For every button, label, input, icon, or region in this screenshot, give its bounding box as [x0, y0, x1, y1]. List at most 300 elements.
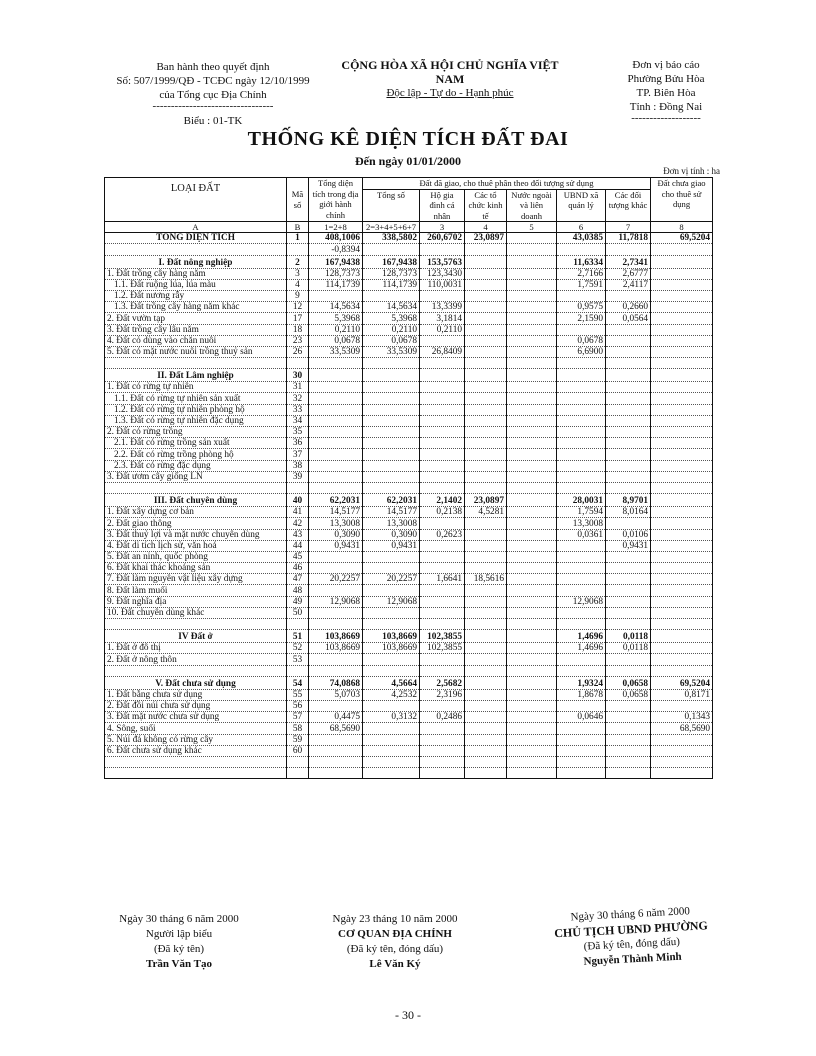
table-row [105, 415, 713, 426]
land-type-name: 2. Đất đồi núi chưa sử dụng [105, 700, 287, 711]
table-row [105, 563, 713, 574]
table-row [105, 313, 713, 324]
area-value [363, 585, 420, 596]
column-index: 8 [651, 222, 713, 233]
header-cac-to-chuc: Các tổ chức kinh tế [465, 189, 507, 222]
land-type-name: IV Đất ở [105, 630, 287, 643]
area-value [507, 313, 557, 324]
land-type-code: 49 [287, 596, 309, 607]
table-row [105, 268, 713, 279]
area-value [557, 393, 606, 404]
column-index-row [105, 222, 713, 233]
area-value [507, 460, 557, 471]
land-type-name: 1.1. Đất có rừng tự nhiên sản xuất [105, 393, 287, 404]
area-value [465, 438, 507, 449]
land-type-code: 9 [287, 290, 309, 301]
area-value [606, 393, 651, 404]
table-row [105, 630, 713, 643]
area-value: 4,5664 [363, 676, 420, 689]
land-type-code: 55 [287, 689, 309, 700]
area-value [651, 346, 713, 357]
area-value [363, 358, 420, 369]
area-value [557, 460, 606, 471]
land-type-name: 7. Đất làm nguyên vật liệu xây dựng [105, 574, 287, 585]
table-row [105, 279, 713, 290]
area-value [651, 290, 713, 301]
area-value [465, 700, 507, 711]
table-row [105, 449, 713, 460]
area-value [606, 438, 651, 449]
area-value [309, 290, 363, 301]
area-value: 14,5634 [309, 302, 363, 313]
area-value [465, 268, 507, 279]
signature-left [104, 912, 254, 972]
area-value [465, 404, 507, 415]
land-type-name [105, 665, 287, 676]
table-row [105, 404, 713, 415]
header-ubnd: UBND xã quản lý [557, 189, 606, 222]
land-type-code: 33 [287, 404, 309, 415]
land-type-name: 2. Đất vườn tạp [105, 313, 287, 324]
table-row [105, 393, 713, 404]
land-type-code: 46 [287, 563, 309, 574]
area-value: 20,2257 [363, 574, 420, 585]
header-left [108, 60, 318, 128]
area-value: 68,5690 [651, 723, 713, 734]
area-value: 5,0703 [309, 689, 363, 700]
land-type-code: 36 [287, 438, 309, 449]
area-value [606, 665, 651, 676]
area-value: 43,0385 [557, 233, 606, 244]
page-number: - 30 - [395, 1008, 421, 1022]
area-value [557, 585, 606, 596]
area-value [465, 279, 507, 290]
header-chua-giao: Đất chưa giao cho thuê sử dụng [651, 178, 713, 222]
area-value: 69,5204 [651, 233, 713, 244]
area-value: 18,5616 [465, 574, 507, 585]
area-value [420, 482, 465, 493]
land-type-name: 1. Đất bằng chưa sử dụng [105, 689, 287, 700]
area-value [363, 482, 420, 493]
form-code: Biểu : 01-TK [183, 115, 243, 127]
area-value [651, 427, 713, 438]
area-value: 13,3008 [309, 518, 363, 529]
area-value [606, 585, 651, 596]
land-type-code: 58 [287, 723, 309, 734]
area-value [420, 427, 465, 438]
table-row [105, 689, 713, 700]
area-value [651, 494, 713, 507]
land-type-name: 1.1. Đất ruộng lúa, lúa màu [105, 279, 287, 290]
area-value [557, 574, 606, 585]
area-value [507, 756, 557, 767]
area-value: 0,0658 [606, 676, 651, 689]
area-value [420, 393, 465, 404]
area-value [507, 482, 557, 493]
land-type-code: 41 [287, 507, 309, 518]
area-value [651, 643, 713, 654]
area-value [651, 369, 713, 382]
area-value [606, 382, 651, 393]
land-type-name: 2. Đất ở nông thôn [105, 654, 287, 665]
land-type-name: 5. Núi đá không có rừng cây [105, 734, 287, 745]
area-value: 62,2031 [363, 494, 420, 507]
area-value [465, 427, 507, 438]
land-type-name: 9. Đất nghĩa địa [105, 596, 287, 607]
area-value [465, 313, 507, 324]
area-value [465, 723, 507, 734]
land-type-name: 5. Đất an ninh, quốc phòng [105, 551, 287, 562]
area-value [507, 494, 557, 507]
header-cac-doi-tuong: Các đối tượng khác [606, 189, 651, 222]
land-type-name: 4. Đất cỏ dùng vào chăn nuôi [105, 335, 287, 346]
area-value: 0,0564 [606, 313, 651, 324]
area-value: 2,3196 [420, 689, 465, 700]
land-type-name: 1.2. Đất nương rẫy [105, 290, 287, 301]
area-value [420, 585, 465, 596]
area-value: 8,0164 [606, 507, 651, 518]
area-value [557, 745, 606, 756]
province: Tỉnh : Đồng Nai [629, 101, 703, 113]
area-value [309, 619, 363, 630]
area-value [309, 358, 363, 369]
area-value [420, 358, 465, 369]
header-tong-so: Tổng số [363, 189, 420, 222]
area-value [557, 290, 606, 301]
land-type-code: 47 [287, 574, 309, 585]
area-value: 0,3090 [309, 529, 363, 540]
area-value [651, 734, 713, 745]
table-row [105, 482, 713, 493]
area-value [557, 540, 606, 551]
area-value: 0,2660 [606, 302, 651, 313]
area-value: 11,6334 [557, 255, 606, 268]
area-value [651, 630, 713, 643]
area-value [363, 471, 420, 482]
area-value [309, 404, 363, 415]
area-value [507, 654, 557, 665]
area-value: 153,5763 [420, 255, 465, 268]
area-value: 0,0361 [557, 529, 606, 540]
land-type-name: V. Đất chưa sử dụng [105, 676, 287, 689]
area-value [465, 585, 507, 596]
table-row [105, 540, 713, 551]
header-group: Đất đã giao, cho thuê phân theo đối tượng sử dụng [363, 178, 651, 190]
area-value: 102,3855 [420, 643, 465, 654]
area-value [651, 460, 713, 471]
land-type-code [287, 768, 309, 779]
area-value [606, 518, 651, 529]
land-type-code: 12 [287, 302, 309, 313]
area-value [465, 689, 507, 700]
area-value [465, 518, 507, 529]
area-value [606, 471, 651, 482]
area-value [309, 745, 363, 756]
area-value [507, 393, 557, 404]
area-value [465, 382, 507, 393]
area-value [465, 335, 507, 346]
land-type-name: 10. Đất chuyên dùng khác [105, 607, 287, 618]
area-value [557, 482, 606, 493]
area-value: 12,9068 [309, 596, 363, 607]
table-row [105, 723, 713, 734]
area-value [420, 244, 465, 255]
land-statistics-table [104, 177, 713, 779]
area-value [507, 768, 557, 779]
unit-label: Đơn vị tính : ha [663, 166, 720, 176]
land-type-code: 43 [287, 529, 309, 540]
area-value [651, 563, 713, 574]
area-value [507, 643, 557, 654]
area-value [465, 460, 507, 471]
land-type-code: 17 [287, 313, 309, 324]
table-row [105, 619, 713, 630]
area-value [465, 768, 507, 779]
area-value: 14,5634 [363, 302, 420, 313]
area-value [309, 734, 363, 745]
area-value: 103,8669 [363, 630, 420, 643]
area-value [651, 665, 713, 676]
column-index: 4 [465, 222, 507, 233]
area-value [651, 393, 713, 404]
area-value [420, 382, 465, 393]
table-row [105, 518, 713, 529]
area-value [557, 438, 606, 449]
area-value [420, 756, 465, 767]
table-row [105, 768, 713, 779]
area-value [309, 768, 363, 779]
land-type-code: 54 [287, 676, 309, 689]
land-type-code: 32 [287, 393, 309, 404]
area-value: 8,9701 [606, 494, 651, 507]
area-value [507, 404, 557, 415]
national-motto: Độc lập - Tự do - Hạnh phúc [386, 87, 514, 99]
area-value [507, 346, 557, 357]
area-value [557, 734, 606, 745]
area-value [309, 393, 363, 404]
area-value [420, 369, 465, 382]
area-value [651, 596, 713, 607]
area-value [363, 449, 420, 460]
land-type-name: 1.2. Đất có rừng tự nhiên phòng hộ [105, 404, 287, 415]
area-value: 0,8171 [651, 689, 713, 700]
area-value: 0,9431 [606, 540, 651, 551]
table-header-row [105, 178, 713, 190]
area-value [651, 585, 713, 596]
area-value [507, 268, 557, 279]
land-type-name: TỔNG DIỆN TÍCH [105, 233, 287, 244]
area-value [465, 393, 507, 404]
area-value: 14,5177 [309, 507, 363, 518]
document-title: THỐNG KÊ DIỆN TÍCH ĐẤT ĐAI [247, 128, 569, 150]
land-type-name: 1. Đất trồng cây hàng năm [105, 268, 287, 279]
header-ma-so: Mã số [287, 178, 309, 222]
area-value: 0,0646 [557, 712, 606, 723]
land-type-name: 4. Sông, suối [105, 723, 287, 734]
area-value: 5,3968 [309, 313, 363, 324]
land-type-name: 1.3. Đất có rừng tự nhiên đặc dụng [105, 415, 287, 426]
area-value: 0,3132 [363, 712, 420, 723]
area-value [465, 346, 507, 357]
area-value [363, 460, 420, 471]
area-value: 110,0031 [420, 279, 465, 290]
land-type-name: 2. Đất giao thông [105, 518, 287, 529]
header-loai-dat: LOẠI ĐẤT [105, 178, 287, 222]
area-value [507, 734, 557, 745]
area-value [507, 723, 557, 734]
issuer: của Tổng cục Địa Chính [159, 89, 267, 101]
area-value [465, 290, 507, 301]
header-ho-gia-dinh: Hộ gia đình cá nhân [420, 189, 465, 222]
area-value: 0,0678 [363, 335, 420, 346]
area-value [420, 540, 465, 551]
land-type-name: 3. Đất ươm cây giống LN [105, 471, 287, 482]
area-value [420, 563, 465, 574]
land-type-code: 53 [287, 654, 309, 665]
signature-center [310, 912, 480, 972]
area-value [651, 471, 713, 482]
area-value [507, 369, 557, 382]
signature-date: Ngày 30 tháng 6 năm 2000 [570, 905, 691, 924]
area-value [363, 745, 420, 756]
area-value: 33,5309 [363, 346, 420, 357]
land-type-code: 4 [287, 279, 309, 290]
area-value: 3,1814 [420, 313, 465, 324]
area-value [651, 255, 713, 268]
area-value: 2,7166 [557, 268, 606, 279]
area-value [420, 460, 465, 471]
land-type-name [105, 482, 287, 493]
column-index: 5 [507, 222, 557, 233]
area-value [309, 369, 363, 382]
area-value [309, 563, 363, 574]
area-value: 1,9324 [557, 676, 606, 689]
area-value [363, 393, 420, 404]
area-value [309, 551, 363, 562]
area-value: 0,0658 [606, 689, 651, 700]
area-value [606, 324, 651, 335]
area-value [507, 233, 557, 244]
area-value [363, 290, 420, 301]
area-value [465, 324, 507, 335]
table-row [105, 471, 713, 482]
area-value: 1,7591 [557, 279, 606, 290]
land-type-code: 3 [287, 268, 309, 279]
area-value [465, 358, 507, 369]
column-index: 1=2+8 [309, 222, 363, 233]
table-row [105, 654, 713, 665]
area-value [363, 415, 420, 426]
area-value [507, 279, 557, 290]
table-row [105, 290, 713, 301]
area-value: 62,2031 [309, 494, 363, 507]
area-value [507, 324, 557, 335]
area-value: 2,7341 [606, 255, 651, 268]
area-value [507, 415, 557, 426]
land-type-code [287, 244, 309, 255]
land-type-name: 1. Đất ở đô thị [105, 643, 287, 654]
area-value: 69,5204 [651, 676, 713, 689]
table-row [105, 369, 713, 382]
land-type-name: 2.3. Đất có rừng đặc dụng [105, 460, 287, 471]
area-value: 103,8669 [309, 643, 363, 654]
land-type-code: 26 [287, 346, 309, 357]
table-row [105, 643, 713, 654]
area-value: 6,6900 [557, 346, 606, 357]
area-value [606, 723, 651, 734]
area-value: 0,9431 [309, 540, 363, 551]
signature-right [540, 903, 723, 972]
area-value: 0,4475 [309, 712, 363, 723]
signature-name: Trần Văn Tạo [145, 958, 213, 970]
land-type-name: 1. Đất có rừng tự nhiên [105, 382, 287, 393]
area-value [507, 540, 557, 551]
area-value [309, 438, 363, 449]
land-type-code: 56 [287, 700, 309, 711]
area-value [606, 619, 651, 630]
area-value [651, 279, 713, 290]
area-value [465, 654, 507, 665]
land-type-code: 50 [287, 607, 309, 618]
area-value [507, 449, 557, 460]
header-tong-dien-tich: Tổng diện tích trong địa giới hành chính [309, 178, 363, 222]
table-row [105, 734, 713, 745]
land-type-name: 2. Đất có rừng trồng [105, 427, 287, 438]
area-value [557, 563, 606, 574]
area-value [606, 700, 651, 711]
area-value: 4,5281 [465, 507, 507, 518]
area-value: 338,5802 [363, 233, 420, 244]
area-value [363, 244, 420, 255]
table-row [105, 607, 713, 618]
area-value [606, 482, 651, 493]
area-value [507, 507, 557, 518]
area-value [465, 676, 507, 689]
land-type-code: 60 [287, 745, 309, 756]
area-value [606, 551, 651, 562]
area-value [606, 415, 651, 426]
land-type-name [105, 244, 287, 255]
area-value: 20,2257 [309, 574, 363, 585]
area-value [363, 734, 420, 745]
area-value [507, 471, 557, 482]
area-value: 0,9431 [363, 540, 420, 551]
area-value [465, 619, 507, 630]
land-type-code: 48 [287, 585, 309, 596]
table-row [105, 358, 713, 369]
area-value: 12,9068 [363, 596, 420, 607]
area-value [507, 676, 557, 689]
area-value: 260,6702 [420, 233, 465, 244]
area-value [651, 518, 713, 529]
table-row [105, 346, 713, 357]
land-type-name: I. Đất nông nghiệp [105, 255, 287, 268]
area-value [420, 415, 465, 426]
table-row [105, 700, 713, 711]
area-value [651, 335, 713, 346]
land-type-name: 1. Đất xây dựng cơ bản [105, 507, 287, 518]
area-value [557, 665, 606, 676]
area-value: 0,2110 [363, 324, 420, 335]
area-value [651, 551, 713, 562]
area-value [557, 619, 606, 630]
signature-note: (Đã ký tên) [153, 943, 205, 955]
table-row [105, 494, 713, 507]
area-value: 2,1590 [557, 313, 606, 324]
area-value: 28,0031 [557, 494, 606, 507]
header-nuoc-ngoai: Nước ngoài và liên doanh [507, 189, 557, 222]
area-value [651, 313, 713, 324]
